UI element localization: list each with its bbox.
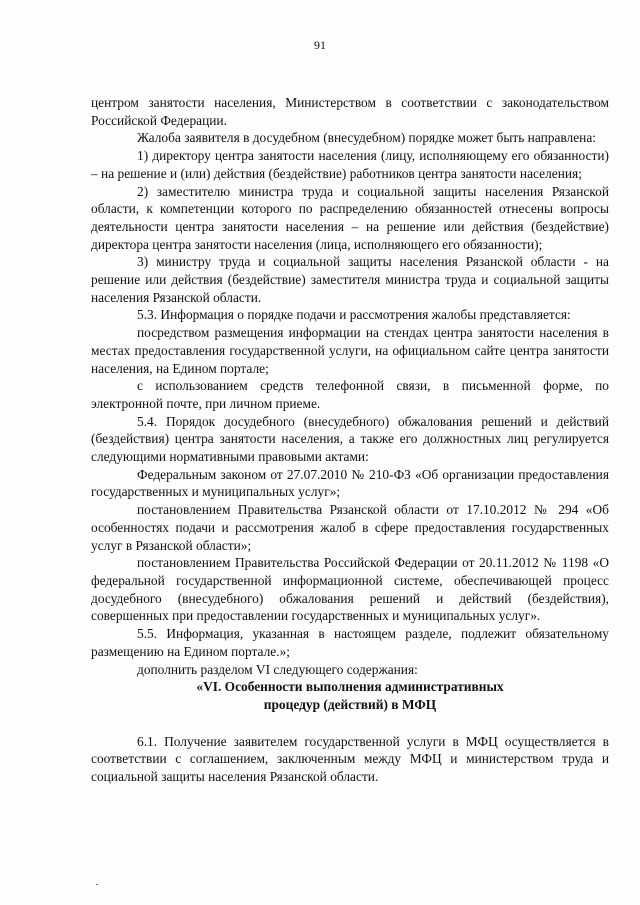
list-item-2: 2) заместителю министра труда и социальной защиты населения Рязанской области, к компетенции которого по распределению обязанностей отнесены вопросы деятельности центра занятости населения – на решение или действия (бездействие) директора центра занятости населения (лица, исполняющего его обязанности); — [91, 183, 609, 252]
section-heading-line-2: процедур (действий) в МФЦ — [263, 696, 437, 712]
section-heading-line-1: «VI. Особенности выполнения административных — [196, 679, 504, 695]
paragraph-add-section: дополнить разделом VI следующего содержания: — [137, 661, 418, 677]
paragraph-continuation: центром занятости населения, Министерством в соответствии с законодательством Российской Федерации. — [91, 95, 609, 128]
scan-speck — [96, 884, 98, 885]
page-number: 91 — [314, 38, 326, 52]
paragraph-stands: посредством размещения информации на стендах центра занятости населения в местах предоставления государственной услуги, на официальном сайте центра занятости населения, на Едином портале; — [91, 325, 609, 376]
paragraph-ryazan-resolution: постановлением Правительства Рязанской области от 17.10.2012 № 294 «Об особенностях подачи и рассмотрения жалоб в сфере предоставления государственных услуг в Рязанской области»; — [91, 502, 609, 553]
paragraph-6-1: 6.1. Получение заявителем государственной услуги в МФЦ осуществляется в соответствии с соглашением, заключенным между МФЦ и министерством труда и социальной защиты населения Рязанской области. — [91, 733, 609, 785]
paragraph-complaint-intro: Жалоба заявителя в досудебном (внесудебном) порядке может быть направлена: — [137, 130, 596, 146]
paragraph-federal-law: Федеральным законом от 27.07.2010 № 210-ФЗ «Об организации предоставления государственных и муниципальных услуг»; — [91, 466, 609, 500]
paragraph-5-3: 5.3. Информация о порядке подачи и рассмотрения жалобы представляется: — [137, 307, 571, 323]
list-item-3: 3) министру труда и социальной защиты населения Рязанской области - на решение или действия (бездействие) заместителя министра труда и социальной защиты населения Рязанской области. — [91, 254, 609, 305]
paragraph-5-4: 5.4. Порядок досудебного (внесудебного) обжалования решений и действий (бездействия) центра занятости населения, а также его должностных лиц регулируется следующими нормативными правовыми актами: — [91, 413, 609, 465]
list-item-1: 1) директору центра занятости населения (лицу, исполняющему его обязанности) – на решение и (или) действия (бездействие) работников центра занятости населения; — [91, 148, 609, 181]
document-body — [91, 94, 609, 786]
paragraph-rf-resolution: постановлением Правительства Российской Федерации от 20.11.2012 № 1198 «О федеральной государственной информационной системе, обеспечивающей процесс досудебного (внесудебного) обжалования решений и действий (бездействия), совершенных при предоставлении государственных и муниципальных услуг». — [91, 555, 609, 624]
paragraph-5-5: 5.5. Информация, указанная в настоящем разделе, подлежит обязательному размещению на Едином портале.»; — [91, 626, 609, 659]
paragraph-phone: с использованием средств телефонной связи, в письменной форме, по электронной почте, при личном приеме. — [91, 378, 609, 411]
